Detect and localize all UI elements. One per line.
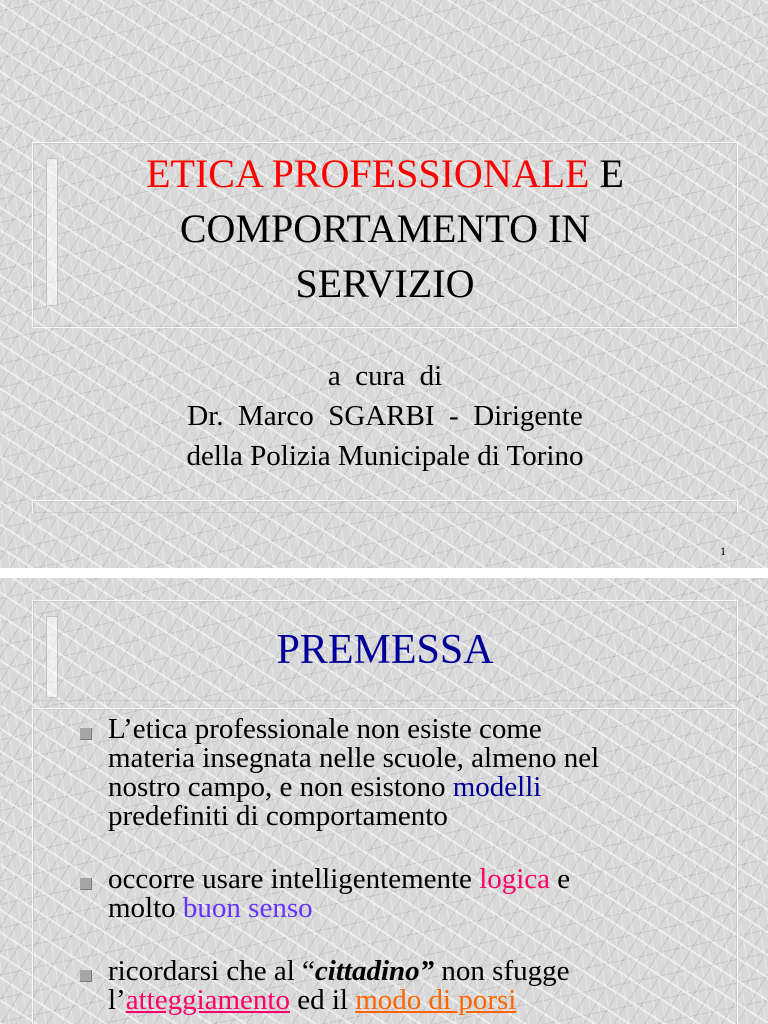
square-bullet-icon <box>80 878 92 890</box>
bullet-list <box>78 715 718 1024</box>
bullet-2-text-a: occorre usare intelligentemente <box>108 863 480 895</box>
bullet-item-1 <box>78 715 718 831</box>
subtitle-frame-line <box>32 500 738 513</box>
modelli-highlight: modelli <box>452 771 542 803</box>
title-line-2: COMPORTAMENTO IN <box>179 206 591 251</box>
byline <box>40 356 730 476</box>
byline-line-3: della Polizia Municipale di Torino <box>186 440 584 472</box>
bullet-item-2 <box>78 865 718 923</box>
bullet-2-text-c: molto <box>108 892 183 924</box>
bullet-1-line-3: nostro campo, e non esistono <box>108 771 453 803</box>
square-bullet-icon <box>80 728 92 740</box>
atteggiamento-highlight: atteggiamento <box>125 984 290 1016</box>
page-number: 1 <box>720 544 726 558</box>
byline-line-2: Dr. Marco SGARBI - Dirigente <box>187 400 583 432</box>
modo-di-porsi-highlight: modo di porsi <box>355 984 517 1016</box>
slide-separator <box>0 568 768 578</box>
slide-2-title: PREMESSA <box>276 627 494 673</box>
bullet-3-text-a: ricordarsi che al “ <box>108 955 315 987</box>
logica-highlight: logica <box>479 863 551 895</box>
title-line-3: SERVIZIO <box>295 261 475 306</box>
buon-senso-highlight: buon senso <box>182 892 313 924</box>
slide-2 <box>0 578 768 1024</box>
bullet-1-line-4: predefiniti di comportamento <box>108 800 448 832</box>
bullet-2-text-b: e <box>550 863 571 895</box>
bullet-3-text-c: l’ <box>108 984 126 1016</box>
square-bullet-icon <box>80 970 92 982</box>
byline-line-1: a cura di <box>327 360 443 392</box>
title-red-text: ETICA PROFESSIONALE <box>146 151 590 196</box>
slide-1-title <box>40 146 730 311</box>
bullet-1-line-2: materia insegnata nelle scuole, almeno nel <box>108 742 600 774</box>
bullet-item-3 <box>78 957 718 1015</box>
title-e: E <box>589 151 624 196</box>
bullet-1-line-1: L’etica professionale non esiste come <box>108 713 542 745</box>
cittadino-emphasis: cittadino” <box>314 955 435 987</box>
bullet-3-text-d: ed il <box>290 984 356 1016</box>
bullet-3-text-b: non sfugge <box>434 955 570 987</box>
